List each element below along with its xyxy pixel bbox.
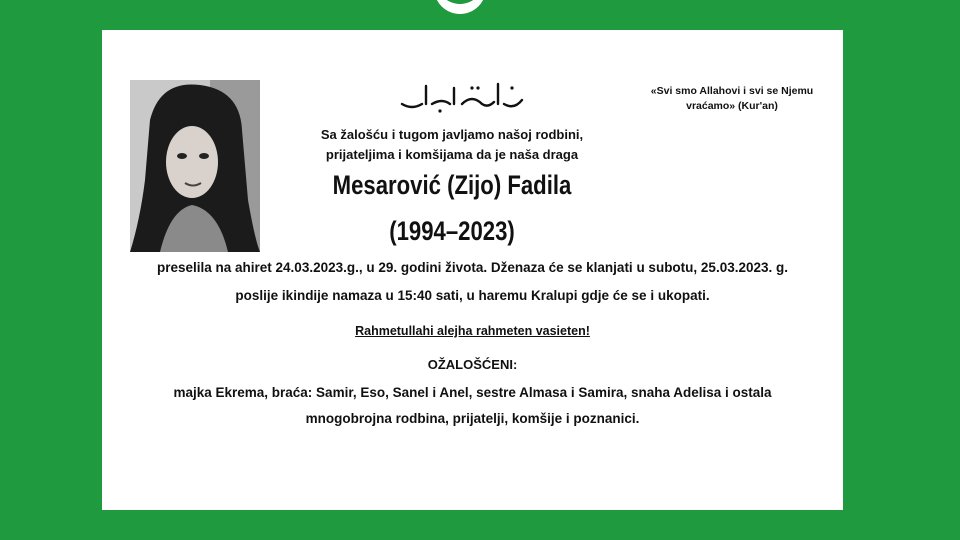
prayer-label: Rahmetullahi alejha rahmeten vasieten!: [355, 324, 590, 338]
mourners-line: mnogobrojna rodbina, prijatelji, komšije i poznanici.: [305, 411, 640, 426]
announcement-line: preselila na ahiret 24.03.2023.g., u 29. godini života. Dženaza će se klanjati u subotu, 25.03.2023. g.: [156, 260, 788, 275]
portrait-photo: [130, 80, 260, 252]
mourners-title: OŽALOŠĆENI:: [427, 357, 518, 372]
quran-quote: «Svi smo Allahovi i svi se Njemu vraćamo» (Kur'an): [650, 85, 814, 112]
intro-line: Sa žalošću i tugom javljamo našoj rodbini,: [320, 127, 584, 142]
obituary-card: [102, 30, 843, 510]
crescent-icon: [432, 0, 488, 16]
prayer-text: [102, 324, 843, 338]
announcement-line: poslije ikindije namaza u 15:40 sati, u haremu Kralupi gdje će se i ukopati.: [235, 288, 710, 303]
arabic-calligraphy-icon: [392, 74, 532, 116]
deceased-name: Mesarović (Zijo) Fadila: [332, 170, 572, 200]
intro-text: [272, 125, 632, 165]
intro-line: prijateljima i komšijama da je naša draga: [325, 147, 579, 162]
mourners-line: majka Ekrema, braća: Samir, Eso, Sanel i Anel, sestre Almasa i Samira, snaha Adelisa i ostala: [173, 385, 772, 400]
life-years: (1994–2023): [389, 216, 515, 246]
